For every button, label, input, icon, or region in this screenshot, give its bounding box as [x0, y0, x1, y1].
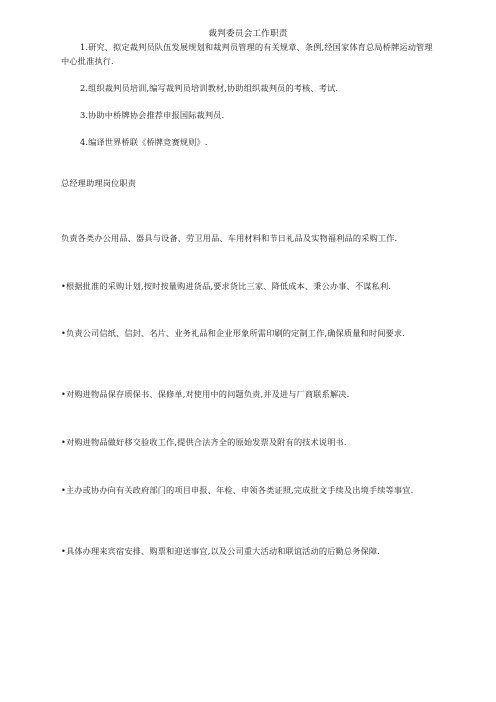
- section-intro: 负责各类办公用品、器具与设备、劳卫用品、车用材料和节日礼品及实物福利品的采购工作.: [61, 233, 398, 243]
- duty-item-2: 2.组织裁判员培训,编写裁判员培训教材,协助组织裁判员的考核、考试.: [80, 83, 339, 93]
- responsibility-item: •具体办理来宾宿安排、购票和迎送事宜,以及公司重大活动和联谊活动的后勤总务保障.: [61, 546, 380, 556]
- duty-item-3: 3.协助中桥牌协会推荐申报国际裁判员.: [80, 110, 225, 120]
- responsibility-item: •根据批准的采购计划,按时按量购进货品,要求货比三家、降低成本、秉公办事、不谋私利.: [61, 281, 392, 291]
- responsibility-item: •负责公司信纸、信封、名片、业务礼品和企业形象所需印刷的定制工作,确保质量和时间要求.: [61, 328, 405, 338]
- section-heading: 总经理助理岗位职责: [61, 178, 137, 188]
- responsibility-item: •对购进物品做好移交验收工作,提供合法齐全的原始发票及附有的技术说明书.: [61, 437, 347, 447]
- duty-item-1: 1.研究、拟定裁判员队伍发展规划和裁判员管理的有关规章、条例,经国家体育总局桥牌运动管理中心批准执行.: [61, 42, 433, 66]
- responsibility-item: •对购进物品保存质保书、保修单,对使用中的问题负责,并及进与厂商联系解决.: [61, 389, 350, 399]
- responsibility-item: •主办或协办向有关政府部门的项目申报、年检、申领各类证照,完成批文手续及出境手续等事宜.: [61, 485, 414, 495]
- document-title: 裁判委员会工作职责: [208, 29, 288, 39]
- duty-item-4: 4.编译世界桥联《桥牌竞赛规则》.: [80, 137, 208, 147]
